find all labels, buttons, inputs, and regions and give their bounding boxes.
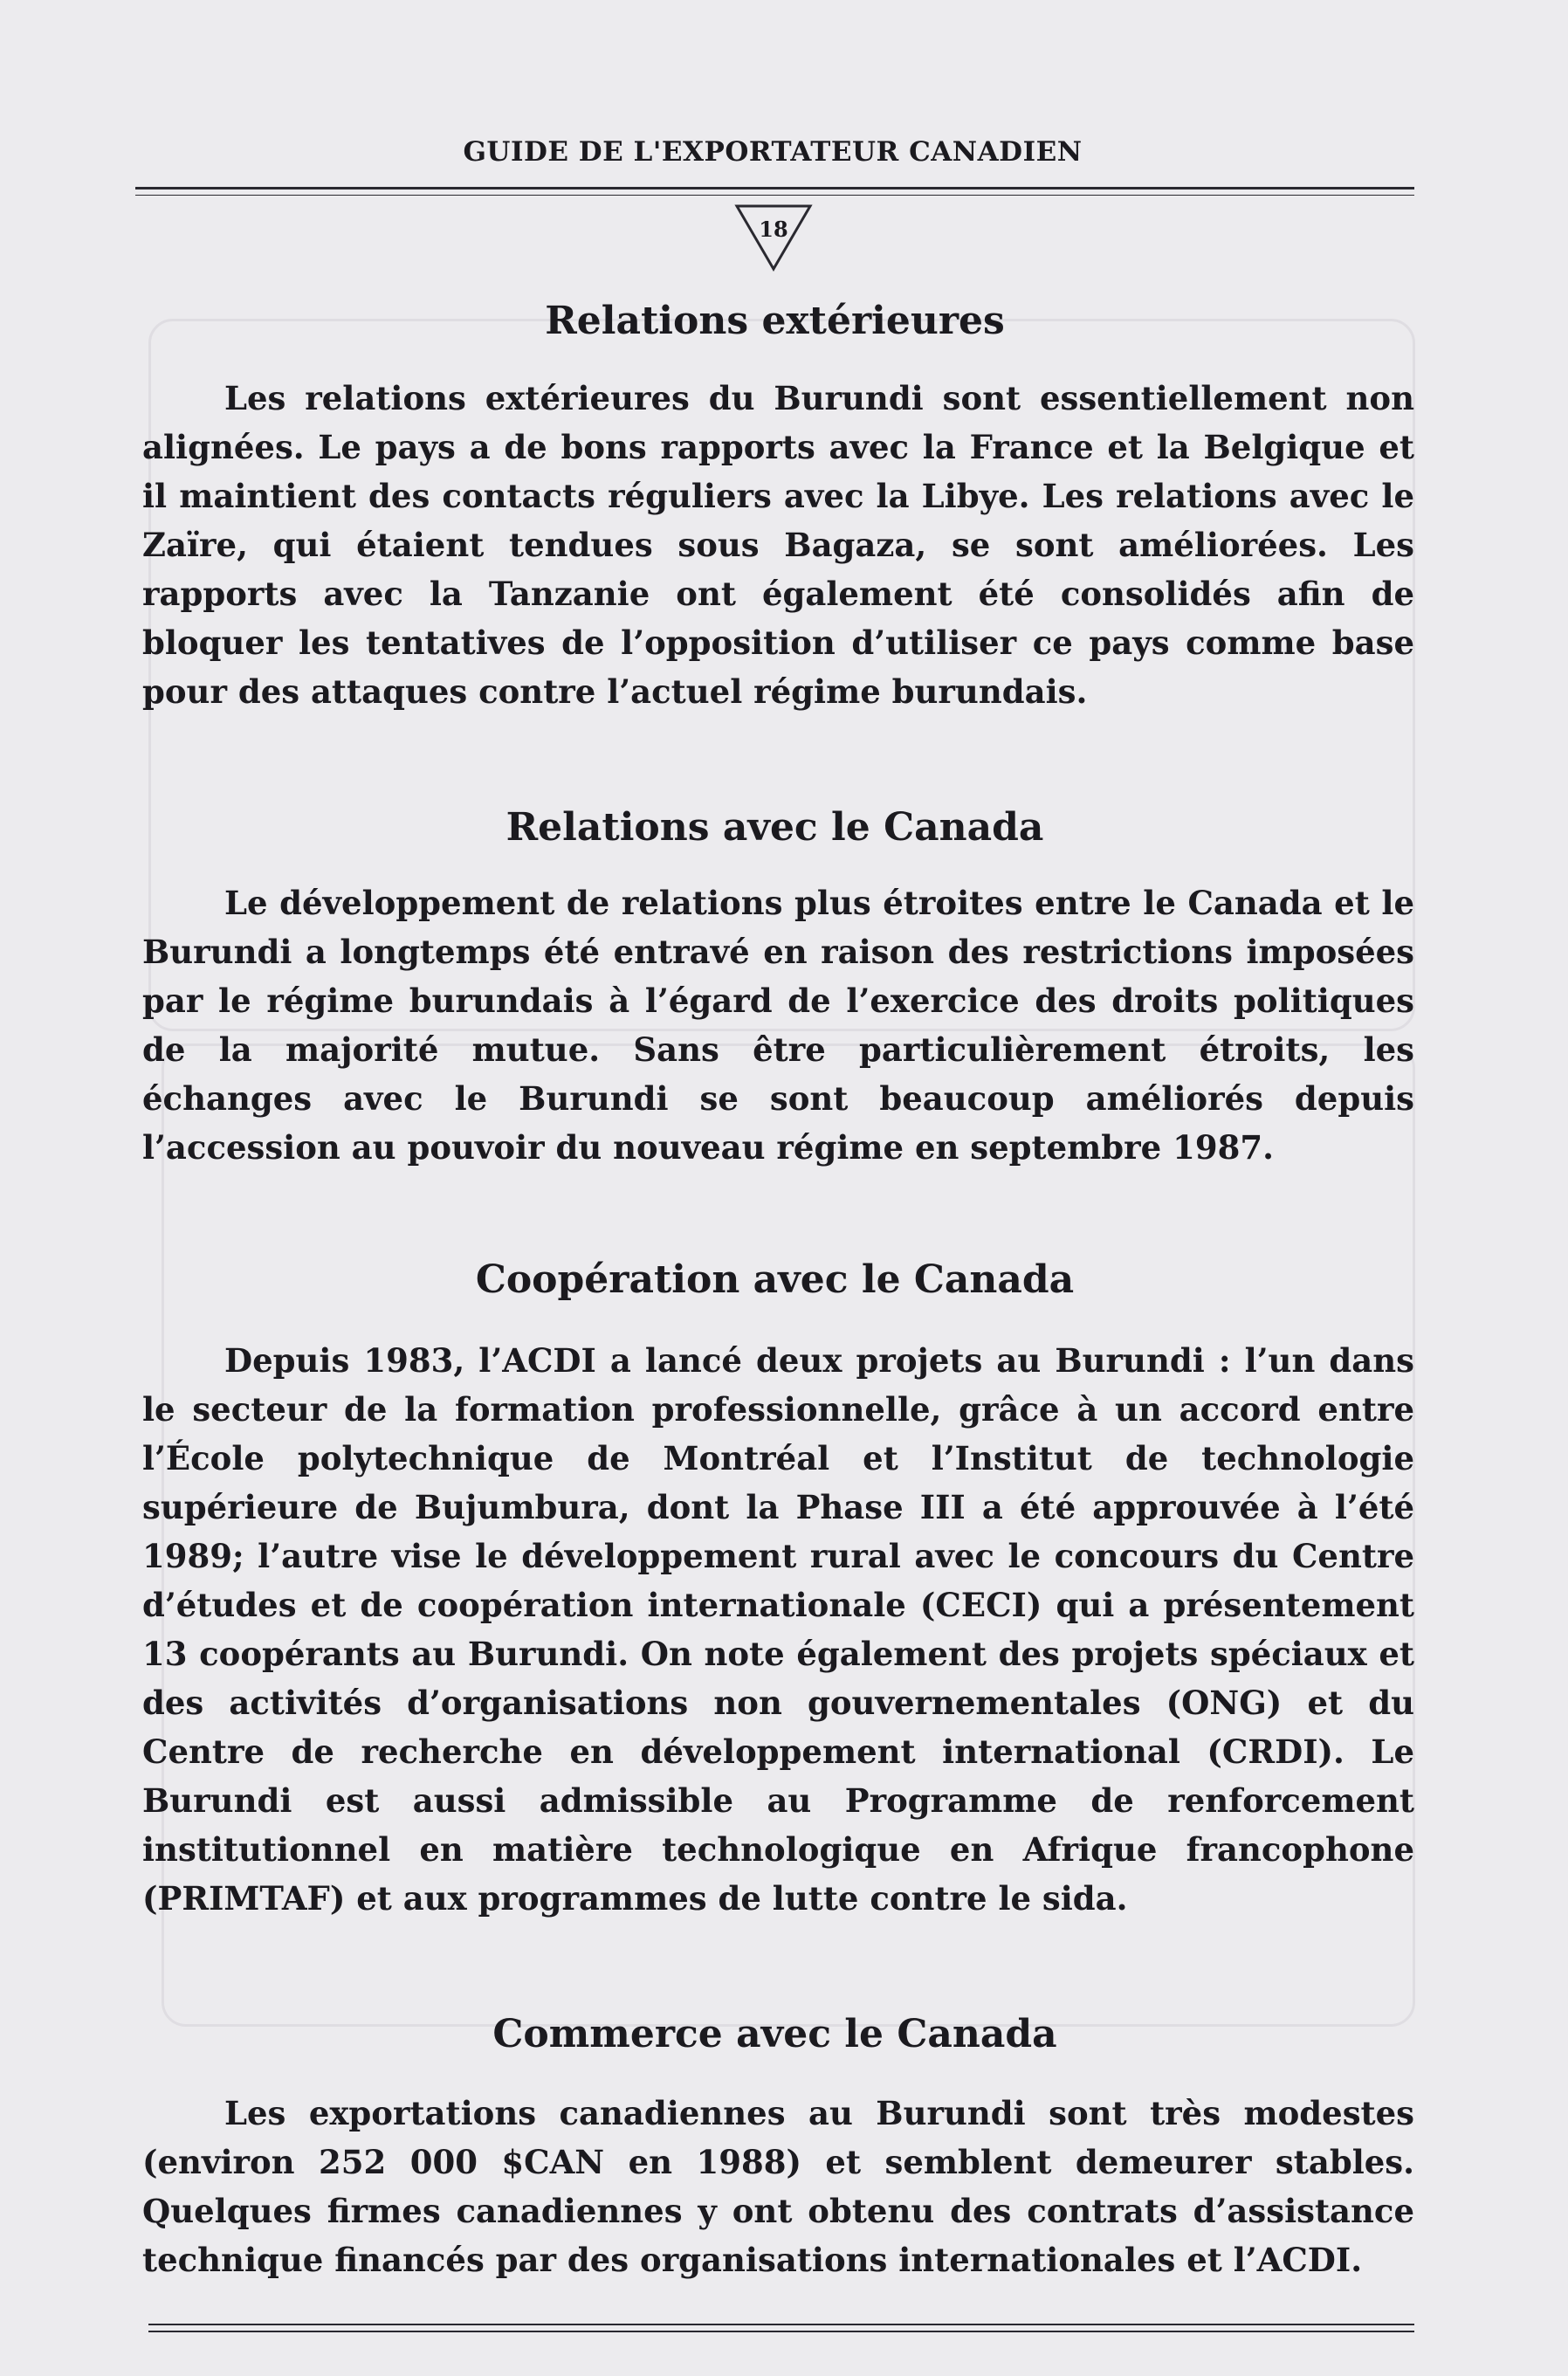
section-paragraph: Le développement de relations plus étroites entre le Canada et le Burundi a longtemps été entravé en raison des restrictions imposées par le régime burundais à l’égard de l’exercice des droits politiques de la majorité mutue. Sans être particulièrement étroits, les échanges avec le Burundi se sont beaucoup améliorés depuis l’accession au pouvoir du nouveau régime en septembre 1987. [142,884,1414,1167]
footer-rule [148,2324,1414,2332]
page-number: 18 [759,217,788,242]
section-paragraph: Les relations extérieures du Burundi sont essentiellement non alignées. Le pays a de bons rapports avec la France et la Belgique et il maintient des contacts réguliers avec la Libye. Les relations avec le Zaïre, qui étaient tendues sous Bagaza, se sont améliorées. Les rapports avec la Tanzanie ont également été consolidés afin de bloquer les tentatives de l’opposition d’utiliser ce pays comme base pour des attaques contre l’actuel régime burundais. [142,379,1414,711]
section-title: Commerce avec le Canada [492,2012,1057,2056]
page-number-marker [733,203,814,272]
section-paragraph: Depuis 1983, l’ACDI a lancé deux projets au Burundi : l’un dans le secteur de la formation professionnelle, grâce à un accord entre l’École polytechnique de Montréal et l’Institut de technologie supérieure de Bujumbura, dont la Phase III a été approuvée à l’été 1989; l’autre vise le développement rural avec le concours du Centre d’études et de coopération internationale (CECI) qui a présentement 13 coopérants au Burundi. On note également des projets spéciaux et des activités d’organisations non gouvernementales (ONG) et du Centre de recherche en développement international (CRDI). Le Burundi est aussi admissible au Programme de renforcement institutionnel en matière technologique en Afrique francophone (PRIMTAF) et aux programmes de lutte contre le sida. [142,1341,1414,1918]
section-title: Relations extérieures [545,299,1005,343]
section-title: Relations avec le Canada [505,805,1044,850]
section-paragraph: Les exportations canadiennes au Burundi sont très modestes (environ 252 000 $CAN en 1988) et semblent demeurer stables. Quelques firmes canadiennes y ont obtenu des contrats d’assistance technique financés par des organisations internationales et l’ACDI. [142,2094,1414,2279]
running-head: GUIDE DE L'EXPORTATEUR CANADIEN [463,136,1083,168]
section-title: Coopération avec le Canada [475,1257,1075,1302]
header-rule [135,187,1414,196]
